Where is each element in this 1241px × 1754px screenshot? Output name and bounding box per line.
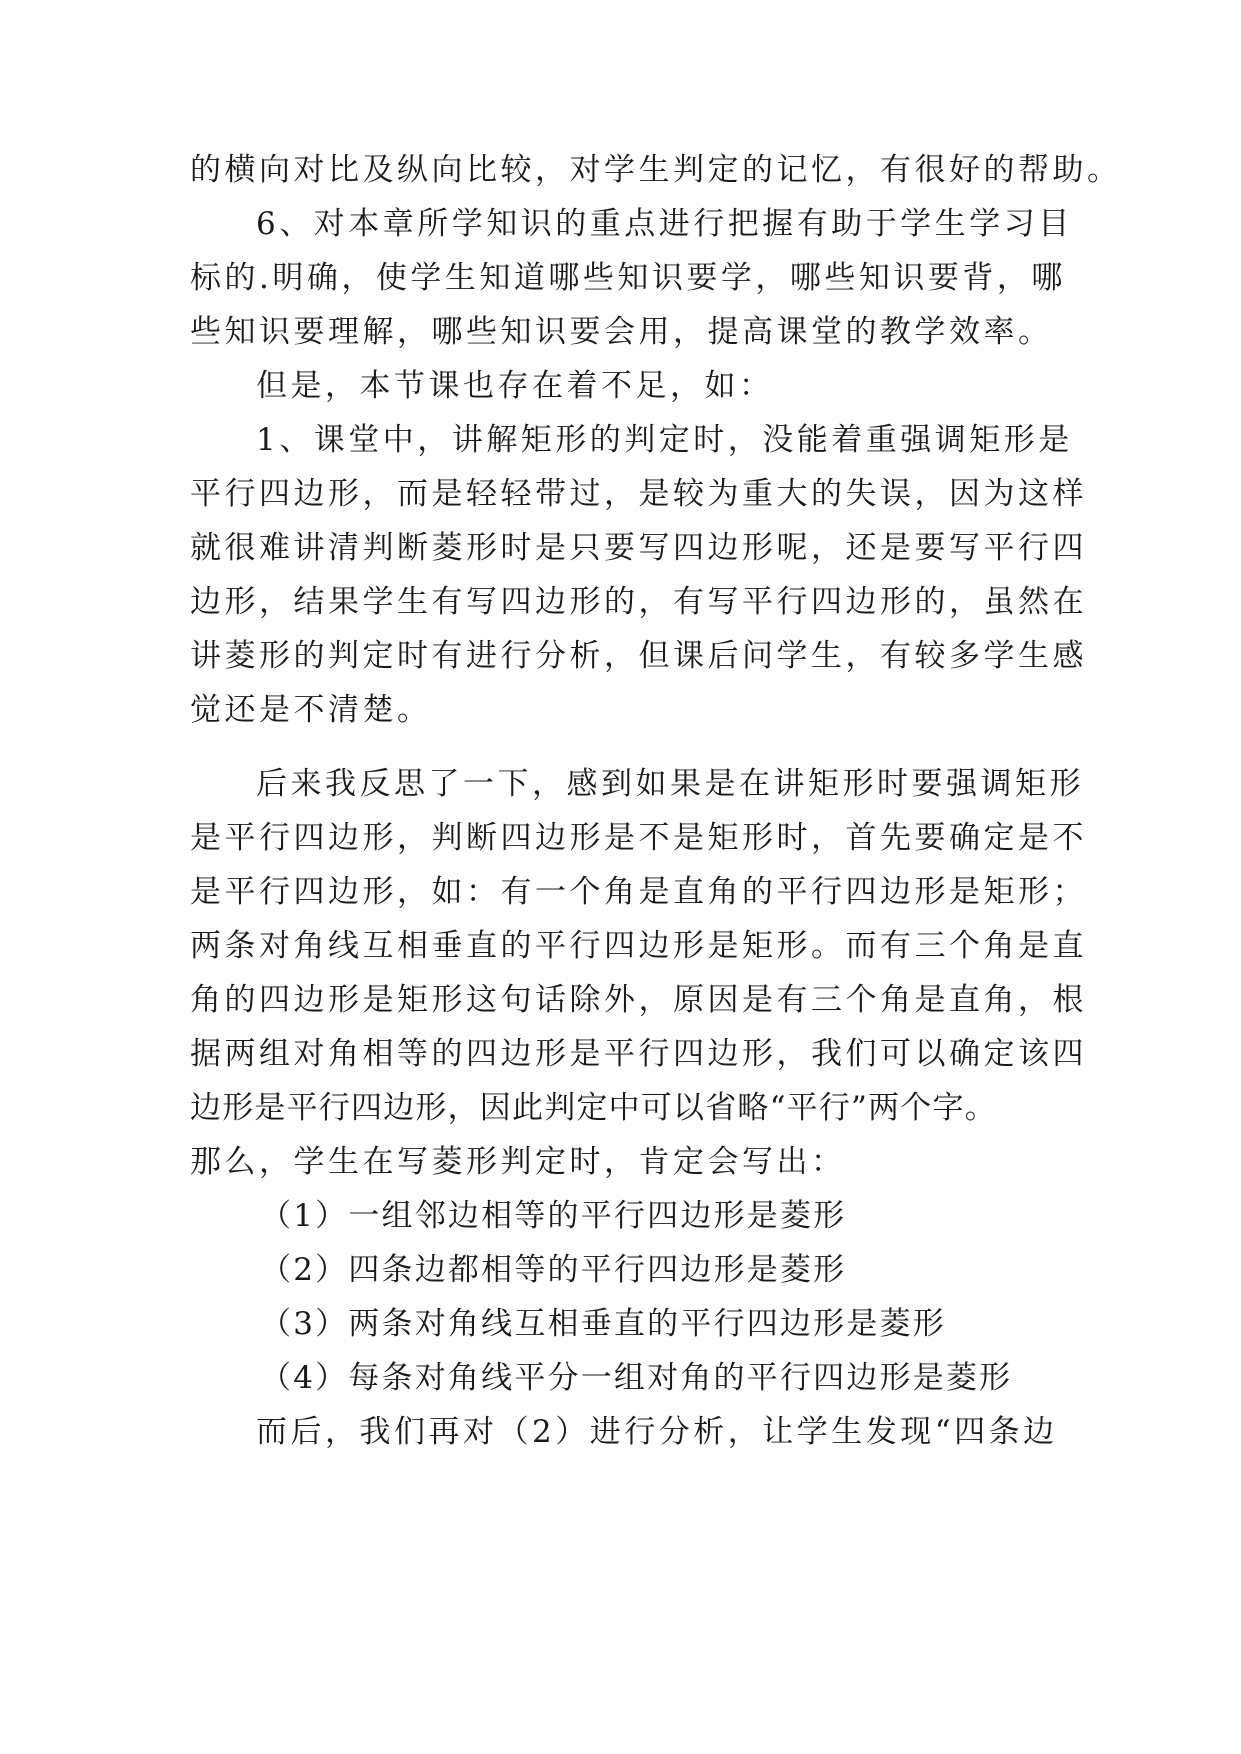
text-line: 后来我反思了一下，感到如果是在讲矩形时要强调矩形: [256, 766, 1084, 802]
text-line: 两条对角线互相垂直的平行四边形是矩形。而有三个角是直: [190, 928, 1087, 964]
text-line: 那么，学生在写菱形判定时，肯定会写出：: [190, 1144, 846, 1180]
text-line: 些知识要理解，哪些知识要会用，提高课堂的教学效率。: [190, 314, 1053, 350]
text-line: 觉还是不清楚。: [190, 692, 432, 728]
text-line: 讲菱形的判定时有进行分析，但课后问学生，有较多学生感: [190, 638, 1087, 674]
list-item: （4）每条对角线平分一组对角的平行四边形是菱形: [260, 1360, 1013, 1396]
text-line: 据两组对角相等的四边形是平行四边形，我们可以确定该四: [190, 1036, 1087, 1072]
list-item: （2）四条边都相等的平行四边形是菱形: [260, 1252, 847, 1288]
list-item: （1）一组邻边相等的平行四边形是菱形: [260, 1198, 847, 1234]
text-line: 而后，我们再对（2）进行分析，让学生发现“四条边: [256, 1414, 1058, 1450]
text-line: 1、课堂中，讲解矩形的判定时，没能着重强调矩形是: [256, 422, 1073, 458]
text-line: 边形是平行四边形，因此判定中可以省略“平行”两个字。: [190, 1090, 997, 1126]
text-line: 是平行四边形，如：有一个角是直角的平行四边形是矩形；: [190, 874, 1087, 910]
text-line: 的横向对比及纵向比较，对学生判定的记忆，有很好的帮助。: [190, 152, 1122, 188]
text-line: 平行四边形，而是轻轻带过，是较为重大的失误，因为这样: [190, 476, 1087, 512]
text-line: 6、对本章所学知识的重点进行把握有助于学生学习目: [256, 206, 1073, 242]
list-item: （3）两条对角线互相垂直的平行四边形是菱形: [260, 1306, 946, 1342]
text-line: 角的四边形是矩形这句话除外，原因是有三个角是直角，根: [190, 982, 1087, 1018]
text-line: 标的.明确，使学生知道哪些知识要学，哪些知识要背，哪: [190, 260, 1066, 296]
text-line: 是平行四边形，判断四边形是不是矩形时，首先要确定是不: [190, 820, 1087, 856]
text-line: 边形，结果学生有写四边形的，有写平行四边形的，虽然在: [190, 584, 1087, 620]
text-line: 但是，本节课也存在着不足，如：: [256, 368, 774, 404]
text-line: 就很难讲清判断菱形时是只要写四边形呢，还是要写平行四: [190, 530, 1087, 566]
